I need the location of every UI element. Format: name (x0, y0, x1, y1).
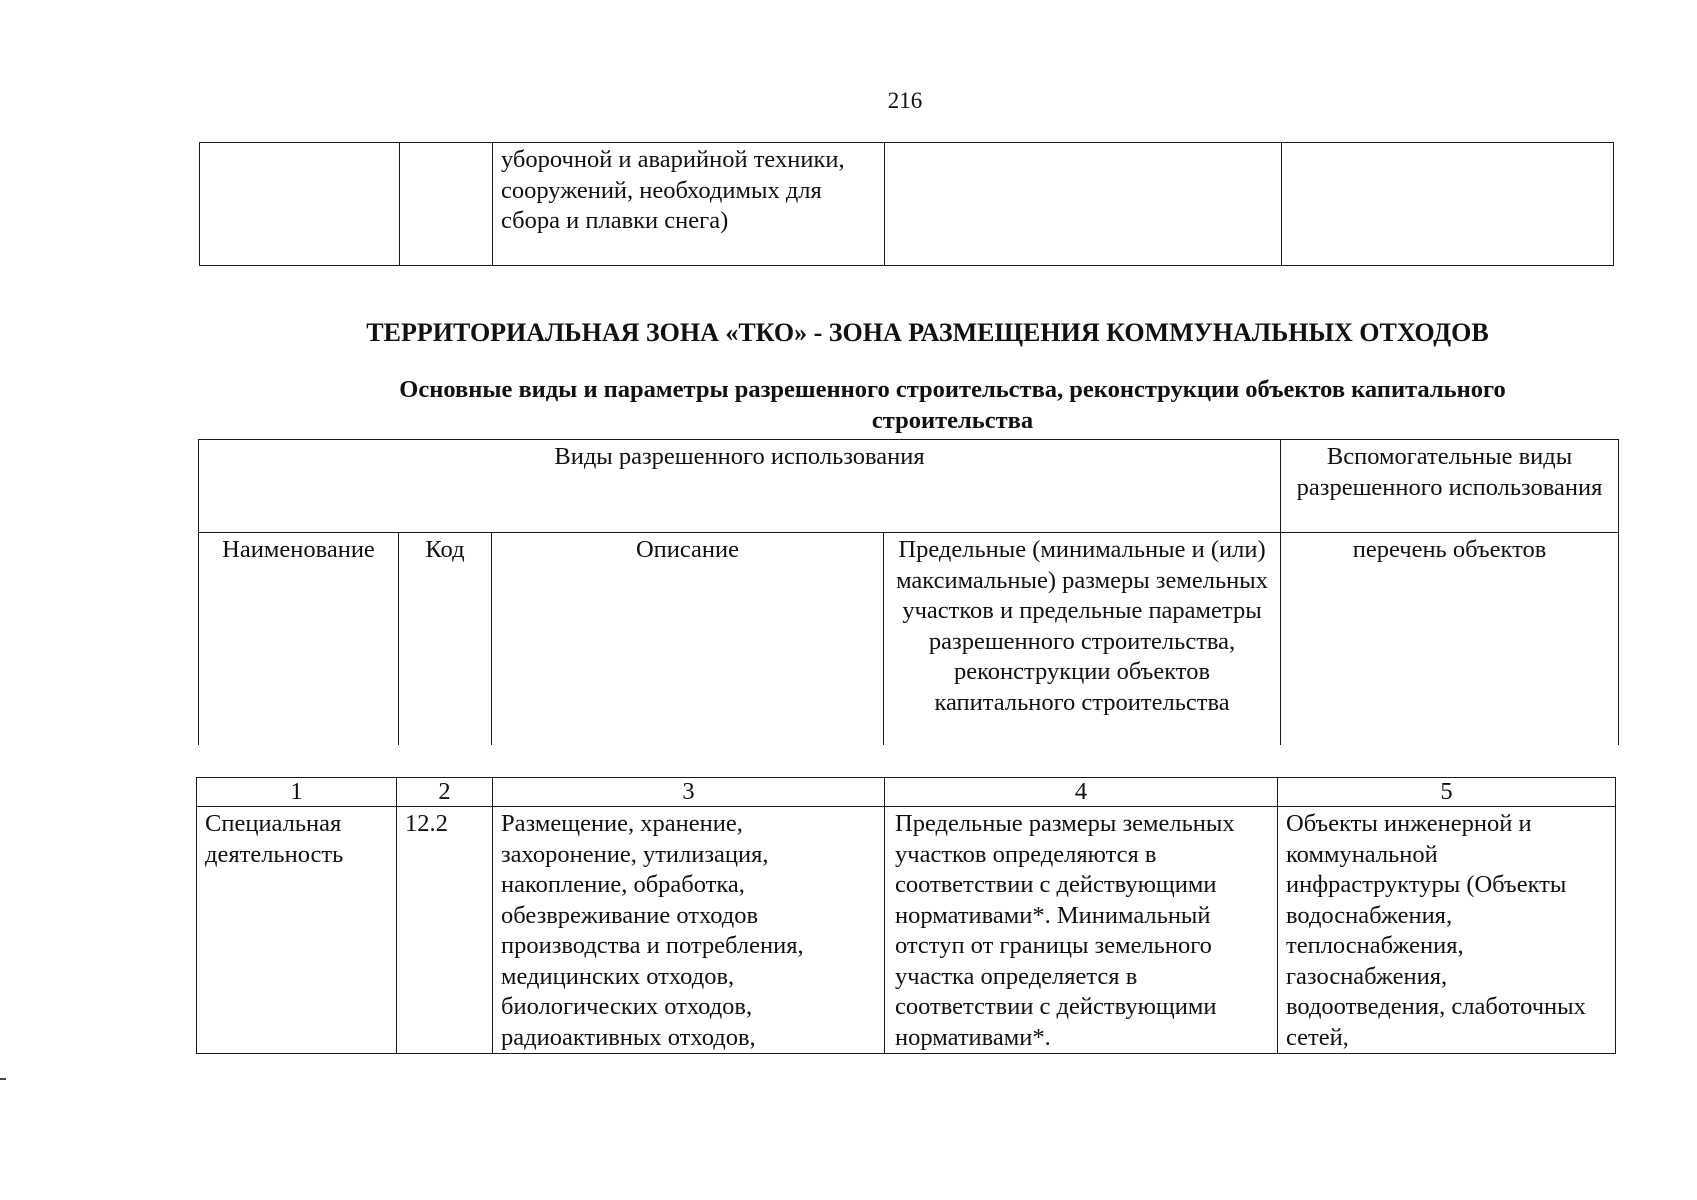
table-row (197, 807, 1616, 1054)
column-header-limits: Предельные (минимальные и (или) максимальные) размеры земельных участков и предельные параметры разрешенного строительства, реконструкции объектов капитального строительства (884, 533, 1281, 746)
column-header-code: Код (399, 533, 492, 746)
table-header-row (199, 440, 1619, 533)
column-number: 1 (197, 778, 397, 807)
table-header-row (199, 533, 1619, 746)
column-number: 3 (493, 778, 885, 807)
column-header-name: Наименование (199, 533, 399, 746)
column-number: 2 (397, 778, 493, 807)
column-number: 5 (1278, 778, 1616, 807)
continuation-table (199, 142, 1614, 266)
table-cell (400, 143, 493, 266)
scan-edge-mark (0, 1078, 6, 1080)
table-cell (1282, 143, 1614, 266)
section-title: Основные виды и параметры разрешенного строительства, реконструкции объектов капитального строительства (399, 376, 1506, 434)
data-table (196, 777, 1616, 1054)
table-cell (885, 143, 1282, 266)
column-number-row (197, 778, 1616, 807)
cell-code: 12.2 (397, 807, 493, 1054)
cell-description: Размещение, хранение, захоронение, утилизация, накопление, обработка, обезвреживание отходов производства и потребления, медицинских отходов, биологических отходов, радиоактивных отходов, (493, 807, 885, 1054)
table-cell: уборочной и аварийной техники, сооружений, необходимых для сбора и плавки снега) (493, 143, 885, 266)
table-cell (200, 143, 400, 266)
cell-name: Специальная деятельность (197, 807, 397, 1054)
group-header-aux: Вспомогательные виды разрешенного использования (1281, 440, 1619, 533)
column-number: 4 (885, 778, 1278, 807)
header-table (198, 439, 1619, 745)
cell-auxiliary: Объекты инженерной и коммунальной инфраструктуры (Объекты водоснабжения, теплоснабжения, газоснабжения, водоотведения, слаботочных сетей, (1278, 807, 1616, 1054)
page-number: 216 (887, 88, 923, 113)
column-header-description: Описание (492, 533, 884, 746)
column-header-objects: перечень объектов (1281, 533, 1619, 746)
zone-title: ТЕРРИТОРИАЛЬНАЯ ЗОНА «ТКО» - ЗОНА РАЗМЕЩЕНИЯ КОММУНАЛЬНЫХ ОТХОДОВ (366, 318, 1489, 347)
group-header-main: Виды разрешенного использования (199, 440, 1281, 533)
cell-limits: Предельные размеры земельных участков определяются в соответствии с действующими нормативами*. Минимальный отступ от границы земельного участка определяется в соответствии с действующими нормативами*. (885, 807, 1278, 1054)
table-row (200, 143, 1614, 266)
